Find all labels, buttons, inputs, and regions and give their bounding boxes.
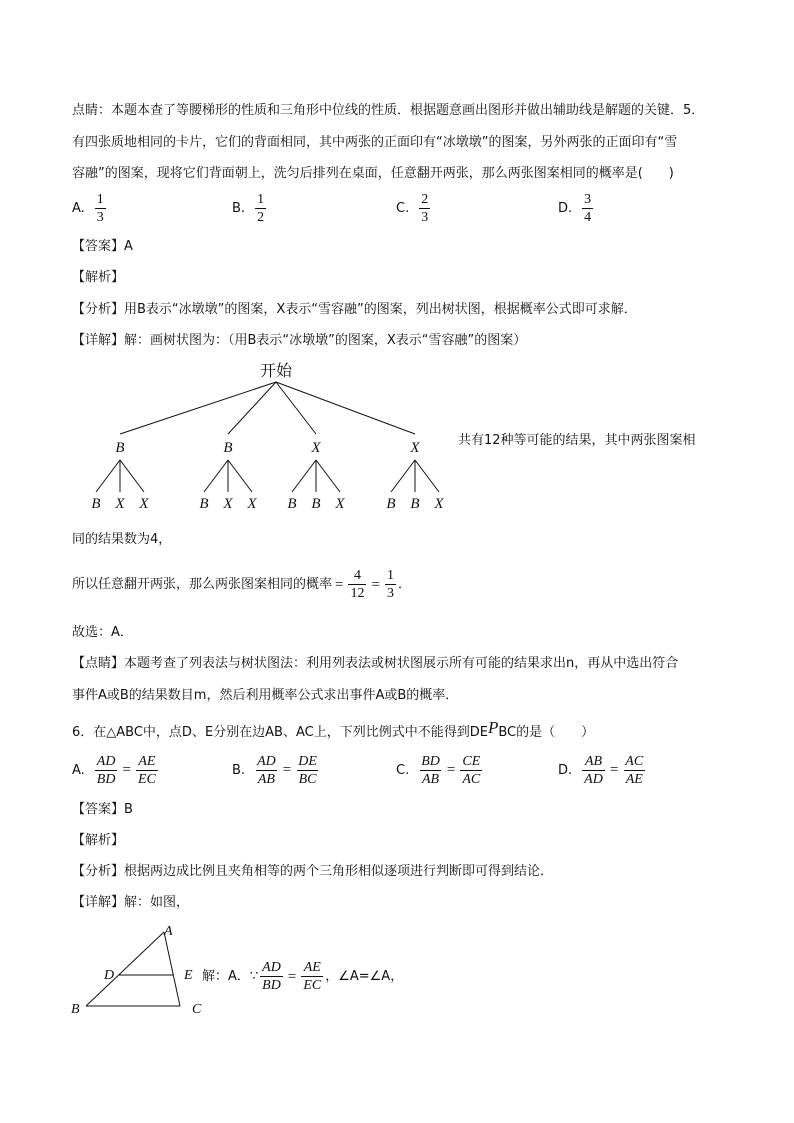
option-fraction-left (255, 754, 278, 787)
q6-solution-suffix: ，∠A=∠A， (325, 968, 404, 984)
frac-den: BC (298, 772, 317, 787)
frac-num: AD (257, 754, 276, 769)
tree-level2-node: B (410, 496, 420, 512)
paragraph-line-2: 有四张质地相同的卡片，它们的背面相同，其中两张的正面印有“冰墩墩”的图案，另外两张的正面印有“雪 (72, 135, 678, 150)
tree-level2-node: B (199, 496, 209, 512)
frac-den: 3 (386, 586, 394, 601)
frac-num: 2 (421, 192, 429, 207)
frac-num: CE (462, 754, 481, 769)
solution-fraction-right (301, 960, 323, 993)
option-fraction-right (136, 754, 158, 787)
triangle-figure (66, 922, 206, 1018)
q5-option-c (396, 192, 432, 225)
option-label: D. (558, 763, 573, 778)
option-label: B. (232, 201, 246, 216)
q5-side-text: 共有12种等可能的结果，其中两张图案相 (458, 433, 696, 448)
frac-den: 2 (257, 210, 265, 225)
tree-level2-node: X (115, 496, 125, 512)
tree-branch-line (391, 460, 415, 492)
tree-level1-node: X (410, 440, 420, 456)
frac-den: AD (584, 772, 603, 787)
frac-den: 3 (421, 210, 429, 225)
tree-branch-line (120, 460, 144, 492)
tree-level2-node: B (386, 496, 396, 512)
tree-diagram (80, 356, 460, 522)
tree-branch-line (292, 460, 316, 492)
tree-branch-line (96, 460, 120, 492)
option-label: A. (72, 201, 85, 216)
tree-branch-line (204, 460, 228, 492)
frac-den: EC (137, 772, 156, 787)
tree-level2-node: X (434, 496, 444, 512)
frac-num: DE (298, 754, 317, 769)
point-d-label: D (104, 968, 115, 983)
q5-fenxi: 【分析】用B表示“冰墩墩”的图案，X表示“雪容融”的图案，列出树状图，根据概率公式即可求解． (72, 302, 637, 317)
tree-branch-line (316, 460, 340, 492)
option-label: C. (396, 763, 410, 778)
q5-choice: 故选：A． (72, 625, 133, 640)
option-fraction-left (582, 754, 605, 787)
solution-fraction-left (260, 960, 283, 993)
frac-den: AC (462, 772, 481, 787)
side-ab (86, 932, 164, 1006)
prob-fraction-2 (385, 568, 396, 601)
equals-sign: = (287, 968, 297, 985)
option-fraction (582, 192, 593, 225)
q6-solution-line (202, 960, 403, 993)
option-fraction-right (296, 754, 319, 787)
vertex-c-label: C (192, 1002, 202, 1017)
q5-option-b (232, 192, 268, 225)
frac-num: AC (625, 754, 644, 769)
q5-result-count: 同的结果数为4， (72, 532, 172, 547)
frac-den: BD (96, 772, 116, 787)
tree-level1-node: X (311, 440, 321, 456)
option-fraction-right (460, 754, 482, 787)
tree-level2-node: X (223, 496, 233, 512)
paragraph-line-3: 容融”的图案，现将它们背面朝上，洗匀后排列在桌面，任意翻开两张，那么两张图案相同的概率是( ) (72, 166, 674, 181)
frac-num: AD (262, 960, 281, 975)
q6-stem (72, 718, 595, 742)
tree-branch-line (228, 460, 252, 492)
q6-option-a (72, 754, 160, 787)
option-label: A. (72, 763, 85, 778)
frac-num: 3 (584, 192, 592, 207)
option-fraction-right (623, 754, 645, 787)
prob-fraction-1 (348, 568, 366, 601)
q6-option-b (232, 754, 321, 787)
q6-stem-pre: 6．在△ABC中，点D、E分别在边AB、AC上，下列比例式中不能得到DE (72, 725, 488, 740)
frac-den: AB (257, 772, 275, 787)
q6-option-c (396, 754, 484, 787)
q5-probability-line (72, 568, 411, 601)
parallel-symbol: P (487, 718, 499, 737)
tree-level2-node: B (91, 496, 101, 512)
q6-answer: 【答案】B (72, 802, 133, 817)
option-fraction (419, 192, 430, 225)
q5-option-a (72, 192, 108, 225)
tree-level2-node: B (311, 496, 321, 512)
tree-level1-node: B (223, 440, 233, 456)
frac-den: 12 (350, 586, 365, 601)
frac-den: AB (422, 772, 440, 787)
tree-root-label: 开始 (259, 363, 293, 380)
tree-level1-node: B (115, 440, 125, 456)
q6-jiexi: 【解析】 (72, 833, 125, 848)
option-fraction-left (419, 754, 442, 787)
q6-stem-post: BC的是（ ） (498, 725, 595, 740)
frac-den: BD (262, 978, 281, 993)
side-ac (164, 932, 180, 1006)
option-fraction-left (95, 754, 118, 787)
equals-sign: = (371, 576, 380, 593)
frac-num: AE (303, 960, 321, 975)
frac-num: 1 (96, 192, 104, 207)
frac-den: 4 (584, 210, 592, 225)
vertex-a-label: A (164, 924, 173, 939)
q5-option-d (558, 192, 595, 225)
frac-num: AE (138, 754, 156, 769)
option-label: D. (558, 201, 573, 216)
tree-level2-node: X (335, 496, 345, 512)
option-fraction (95, 192, 106, 225)
q6-xiangjie: 【详解】解：如图， (72, 895, 190, 910)
frac-den: AE (625, 772, 643, 787)
tree-level2-node: X (139, 496, 149, 512)
q6-solution-prefix: 解：A．∵ (202, 968, 259, 984)
frac-den: 3 (96, 210, 104, 225)
vertex-b-label: B (71, 1002, 80, 1017)
period: ． (397, 576, 411, 592)
option-label: C. (396, 201, 410, 216)
frac-num: 1 (257, 192, 265, 207)
equals-sign: = (609, 762, 619, 778)
equals-sign: = (446, 762, 456, 778)
frac-num: BD (421, 754, 440, 769)
tree-branch-line (276, 382, 415, 434)
frac-num: 1 (386, 568, 394, 583)
equals-sign: = (335, 576, 344, 593)
tree-branch-line (415, 460, 439, 492)
q5-answer: 【答案】A (72, 239, 133, 254)
q5-xiangjie: 【详解】解：画树状图为：（用B表示“冰墩墩”的图案，X表示“雪容融”的图案） (72, 333, 527, 348)
frac-num: AD (96, 754, 116, 769)
frac-num: AB (584, 754, 603, 769)
equals-sign: = (282, 762, 292, 778)
q6-option-d (558, 754, 647, 787)
point-e-label: E (184, 968, 193, 983)
option-label: B. (232, 763, 246, 778)
q5-jiexi: 【解析】 (72, 270, 125, 285)
tree-level2-node: X (247, 496, 257, 512)
tree-level2-node: B (287, 496, 297, 512)
frac-den: EC (303, 978, 322, 993)
q5-prob-prefix: 所以任意翻开两张，那么两张图案相同的概率 (72, 576, 333, 592)
equals-sign: = (122, 762, 131, 778)
q5-dianjing-line-2: 事件A或B的结果数目m，然后利用概率公式求出事件A或B的概率． (72, 688, 459, 703)
q6-fenxi: 【分析】根据两边成比例且夹角相等的两个三角形相似逐项进行判断即可得到结论． (72, 864, 554, 879)
paragraph-line-1: 点睛：本题本查了等腰梯形的性质和三角形中位线的性质．根据题意画出图形并做出辅助线是解题的关键．5． (72, 103, 705, 118)
frac-num: 4 (353, 568, 361, 583)
option-fraction (255, 192, 266, 225)
q5-dianjing-line-1: 【点睛】本题考查了列表法与树状图法：利用列表法或树状图展示所有可能的结果求出n，再从中选出符合 (72, 656, 679, 671)
